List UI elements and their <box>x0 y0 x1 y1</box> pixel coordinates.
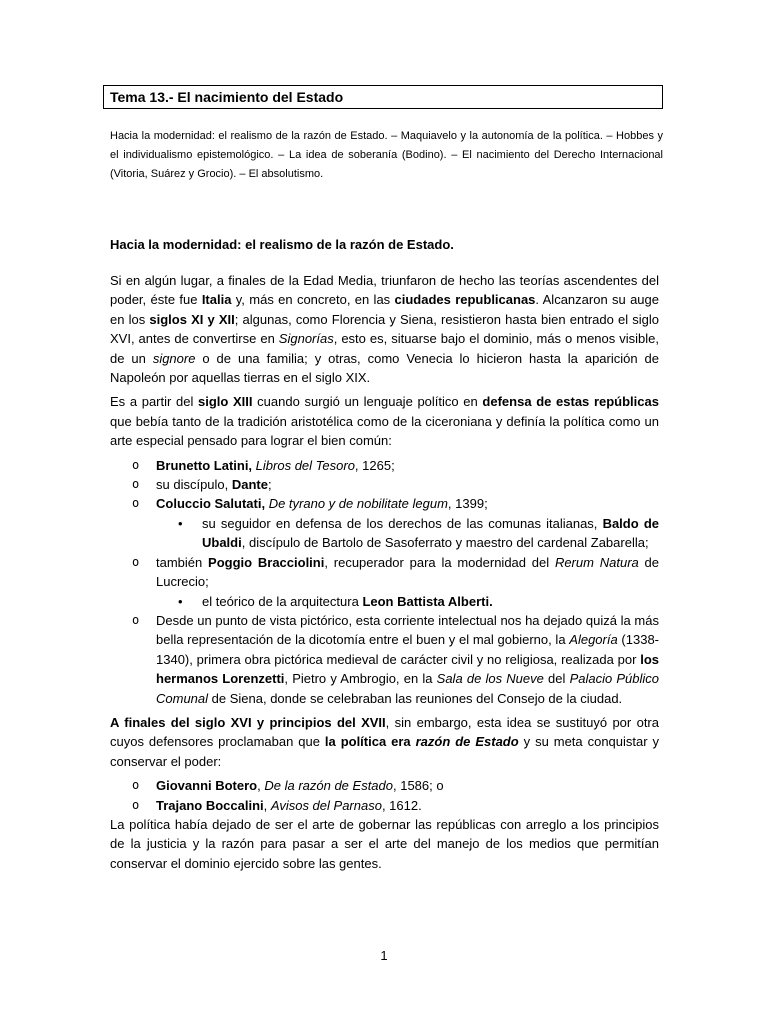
reason-of-state-list <box>110 776 659 815</box>
sub-list-item: • su seguidor en defensa de los derechos de las comunas italianas, Baldo de Ubaldi, discípulo de Bartolo de Sasoferrato y maestro del cardenal Zabarella; <box>156 514 659 553</box>
list-item: o Desde un punto de vista pictórico, esta corriente intelectual nos ha dejado quizá la más bella representación de la dicotomía entre el buen y el mal gobierno, la Alegoría (1338-1340), primera obra pictórica medieval de carácter civil y no religiosa, realizada por los hermanos Lorenzetti, Pietro y Ambrogio, en la Sala de los Nueve del Palacio Público Comunal de Siena, donde se celebraban las reuniones del Consejo de la ciudad. <box>110 611 659 708</box>
paragraph-1: Si en algún lugar, a finales de la Edad Media, triunfaron de hecho las teorías ascendentes del poder, éste fue Italia y, más en concreto, en las ciudades republicanas. Alcanzaron su auge en los siglos XI y XII; algunas, como Florencia y Siena, resistieron hasta bien entrado el siglo XVI, antes de convertirse en Signorías, esto es, situarse bajo el dominio, más o menos visible, de un signore o de una familia; y otras, como Venecia lo hicieron hasta la aparición de Napoleón por aquellas tierras en el siglo XIX. <box>110 273 660 386</box>
page-number: 1 <box>380 948 388 963</box>
list-item: o Giovanni Botero, De la razón de Estado, 1586; o <box>110 776 659 795</box>
sub-list <box>156 592 659 611</box>
list-item: o Coluccio Salutati, De tyrano y de nobilitate legum, 1399; • su seguidor en defensa de los derechos de las comunas italianas, Baldo de Ubaldi, discípulo de Bartolo de Sasoferrato y maestro del cardenal Zabarella; <box>110 494 659 552</box>
topic-summary: Hacia la modernidad: el realismo de la razón de Estado. – Maquiavelo y la autonomía de la política. – Hobbes y el individualismo epistemológico. – La idea de soberanía (Bodino). – El nacimiento del Derecho Internacional (Vitoria, Suárez y Grocio). – El absolutismo. <box>110 130 663 180</box>
topic-title-box <box>103 85 663 109</box>
document-body <box>110 271 659 873</box>
paragraph-2: Es a partir del siglo XIII cuando surgió un lenguaje político en defensa de estas repúblicas que bebía tanto de la tradición aristotélica como de la ciceroniana y definía la política como un arte especial pensado para lograr el bien común: <box>110 394 659 449</box>
list-item: o Brunetto Latini, Libros del Tesoro, 1265; <box>110 456 659 475</box>
sub-list-item: • el teórico de la arquitectura Leon Battista Alberti. <box>156 592 659 611</box>
section-heading: Hacia la modernidad: el realismo de la razón de Estado. <box>110 237 454 252</box>
topic-title: Tema 13.- El nacimiento del Estado <box>110 89 344 105</box>
list-item: o Trajano Boccalini, Avisos del Parnaso, 1612. <box>110 796 659 815</box>
sub-list <box>156 514 659 553</box>
paragraph-3: A finales del siglo XVI y principios del XVII, sin embargo, esta idea se sustituyó por otra cuyos defensores proclamaban que la política era razón de Estado y su meta conquistar y conservar el poder: <box>110 714 660 769</box>
list-item: o su discípulo, Dante; <box>110 475 659 494</box>
paragraph-4: La política había dejado de ser el arte de gobernar las repúblicas con arreglo a los principios de la justicia y la razón para pasar a ser el arte del manejo de los medios que permitían conservar el dominio ejercido sobre las gentes. <box>110 816 659 871</box>
authors-list <box>110 456 659 708</box>
list-item: o también Poggio Bracciolini, recuperador para la modernidad del Rerum Natura de Lucrecio; • el teórico de la arquitectura Leon Battista Alberti. <box>110 553 659 611</box>
